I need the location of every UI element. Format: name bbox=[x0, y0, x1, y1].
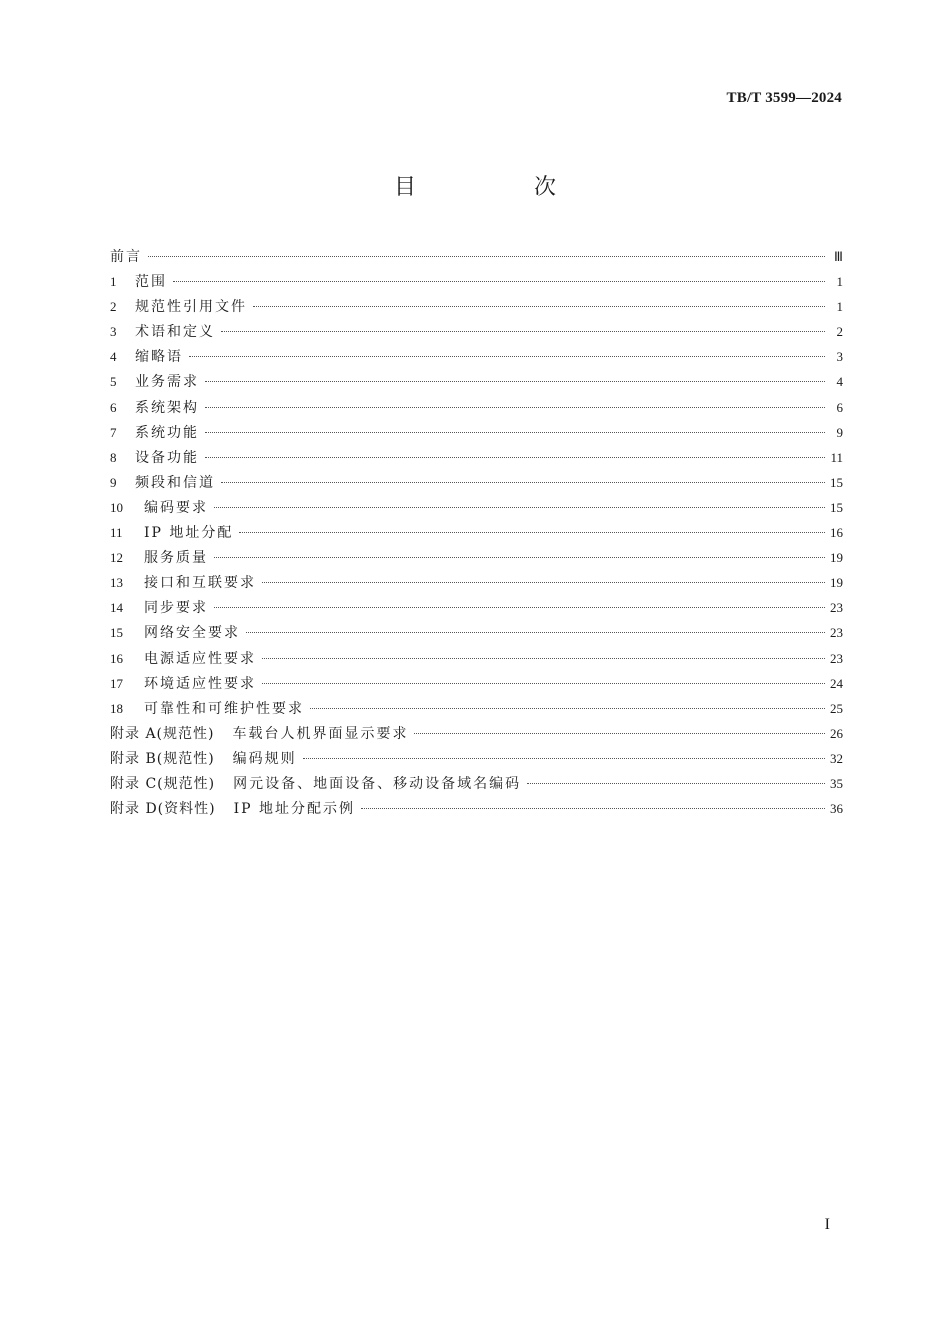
toc-label: 编码规则 bbox=[232, 750, 297, 767]
toc-number: 11 bbox=[110, 525, 123, 541]
toc-label: 范围 bbox=[135, 274, 167, 291]
dot-leader bbox=[221, 331, 825, 332]
toc-entry-2[interactable] bbox=[110, 296, 843, 321]
document-code: TB/T 3599—2024 bbox=[726, 90, 842, 106]
toc-label: 网络安全要求 bbox=[144, 625, 240, 642]
toc-label: IP 地址分配 bbox=[144, 525, 234, 542]
toc-number: 17 bbox=[110, 675, 123, 691]
toc-page: 19 bbox=[830, 575, 843, 591]
dot-leader bbox=[221, 482, 825, 483]
toc-entry-12[interactable] bbox=[110, 547, 843, 572]
toc-page: 32 bbox=[830, 750, 843, 766]
toc-number: 6 bbox=[110, 399, 117, 415]
toc-page: 2 bbox=[836, 324, 843, 340]
toc-number: 18 bbox=[110, 700, 123, 716]
toc-entry-appendix-b[interactable] bbox=[110, 748, 843, 773]
dot-leader bbox=[262, 582, 825, 583]
toc-label: 缩略语 bbox=[135, 349, 183, 366]
toc-appendix-prefix: 附录 B(规范性) bbox=[110, 750, 215, 767]
toc-label: 系统架构 bbox=[135, 399, 199, 416]
toc-page: 26 bbox=[830, 725, 843, 741]
toc-entry-appendix-a[interactable] bbox=[110, 723, 843, 748]
toc-page: 16 bbox=[830, 525, 843, 541]
toc-page: 23 bbox=[830, 600, 843, 616]
toc-label: 可靠性和可维护性要求 bbox=[144, 700, 304, 717]
toc-page: 9 bbox=[836, 424, 843, 440]
toc-number: 3 bbox=[110, 324, 117, 340]
dot-leader bbox=[148, 256, 825, 257]
toc-label: 设备功能 bbox=[135, 449, 199, 466]
page-title: 目 次 bbox=[393, 175, 604, 200]
toc-number: 15 bbox=[110, 625, 123, 641]
dot-leader bbox=[303, 758, 825, 759]
dot-leader bbox=[361, 808, 825, 809]
toc-number: 13 bbox=[110, 575, 123, 591]
table-of-contents bbox=[110, 246, 843, 823]
dot-leader bbox=[310, 708, 825, 709]
toc-entry-10[interactable] bbox=[110, 497, 843, 522]
dot-leader bbox=[214, 607, 825, 608]
toc-page: 11 bbox=[830, 449, 843, 465]
toc-number: 14 bbox=[110, 600, 123, 616]
toc-entry-11[interactable] bbox=[110, 522, 843, 547]
toc-page: 6 bbox=[836, 399, 843, 415]
toc-entry-14[interactable] bbox=[110, 597, 843, 622]
toc-page: 19 bbox=[830, 550, 843, 566]
page-number: I bbox=[824, 1216, 830, 1233]
toc-entry-7[interactable] bbox=[110, 422, 843, 447]
toc-page: 15 bbox=[830, 499, 843, 515]
toc-entry-9[interactable] bbox=[110, 472, 843, 497]
toc-page: 15 bbox=[830, 474, 843, 490]
toc-number: 7 bbox=[110, 424, 117, 440]
dot-leader bbox=[205, 381, 825, 382]
toc-label: 接口和互联要求 bbox=[144, 575, 256, 592]
dot-leader bbox=[262, 683, 825, 684]
dot-leader bbox=[246, 632, 825, 633]
toc-page: 23 bbox=[830, 650, 843, 666]
toc-label: 前言 bbox=[110, 249, 142, 265]
dot-leader bbox=[253, 306, 825, 307]
toc-label: 频段和信道 bbox=[135, 474, 215, 491]
toc-appendix-prefix: 附录 D(资料性) bbox=[110, 801, 216, 818]
toc-number: 4 bbox=[110, 349, 117, 365]
toc-number: 8 bbox=[110, 449, 117, 465]
toc-entry-13[interactable] bbox=[110, 572, 843, 597]
toc-page: 25 bbox=[830, 700, 843, 716]
dot-leader bbox=[527, 783, 825, 784]
dot-leader bbox=[214, 557, 825, 558]
dot-leader bbox=[414, 733, 825, 734]
toc-number: 16 bbox=[110, 650, 123, 666]
toc-entry-4[interactable] bbox=[110, 346, 843, 371]
toc-label: 编码要求 bbox=[144, 499, 208, 516]
toc-label: 网元设备、地面设备、移动设备域名编码 bbox=[233, 775, 522, 792]
dot-leader bbox=[239, 532, 825, 533]
toc-label: 规范性引用文件 bbox=[135, 299, 247, 316]
dot-leader bbox=[205, 407, 825, 408]
toc-page: 1 bbox=[836, 299, 843, 315]
toc-page: 23 bbox=[830, 625, 843, 641]
dot-leader bbox=[214, 507, 825, 508]
toc-label: 环境适应性要求 bbox=[144, 675, 256, 692]
toc-page: Ⅲ bbox=[834, 249, 843, 264]
toc-label: 电源适应性要求 bbox=[144, 650, 256, 667]
dot-leader bbox=[205, 432, 825, 433]
toc-label: 系统功能 bbox=[135, 424, 199, 441]
toc-entry-appendix-c[interactable] bbox=[110, 773, 843, 798]
toc-number: 5 bbox=[110, 374, 117, 390]
toc-page: 1 bbox=[836, 274, 843, 290]
toc-entry-5[interactable] bbox=[110, 371, 843, 396]
toc-number: 2 bbox=[110, 299, 117, 315]
toc-entry-17[interactable] bbox=[110, 673, 843, 698]
toc-entry-16[interactable] bbox=[110, 648, 843, 673]
dot-leader bbox=[205, 457, 825, 458]
toc-number: 1 bbox=[110, 274, 117, 290]
dot-leader bbox=[189, 356, 825, 357]
toc-label: IP 地址分配示例 bbox=[233, 801, 356, 818]
toc-page: 4 bbox=[836, 374, 843, 390]
toc-label: 术语和定义 bbox=[135, 324, 215, 341]
toc-number: 10 bbox=[110, 499, 123, 515]
toc-entry-15[interactable] bbox=[110, 622, 843, 647]
toc-page: 24 bbox=[830, 675, 843, 691]
toc-entry-6[interactable] bbox=[110, 397, 843, 422]
toc-entry-foreword[interactable] bbox=[110, 246, 843, 271]
toc-number: 9 bbox=[110, 474, 117, 490]
toc-label: 服务质量 bbox=[144, 550, 208, 567]
toc-entry-8[interactable] bbox=[110, 447, 843, 472]
toc-appendix-prefix: 附录 A(规范性) bbox=[110, 725, 215, 742]
toc-entry-3[interactable] bbox=[110, 321, 843, 346]
toc-entry-appendix-d[interactable] bbox=[110, 798, 843, 823]
dot-leader bbox=[262, 658, 825, 659]
toc-number: 12 bbox=[110, 550, 123, 566]
toc-label: 车载台人机界面显示要求 bbox=[232, 725, 409, 742]
toc-label: 业务需求 bbox=[135, 374, 199, 391]
toc-appendix-prefix: 附录 C(规范性) bbox=[110, 775, 216, 792]
toc-page: 35 bbox=[830, 775, 843, 791]
toc-page: 36 bbox=[830, 801, 843, 817]
toc-entry-18[interactable] bbox=[110, 698, 843, 723]
dot-leader bbox=[173, 281, 825, 282]
toc-label: 同步要求 bbox=[144, 600, 208, 617]
toc-page: 3 bbox=[836, 349, 843, 365]
toc-entry-1[interactable] bbox=[110, 271, 843, 296]
